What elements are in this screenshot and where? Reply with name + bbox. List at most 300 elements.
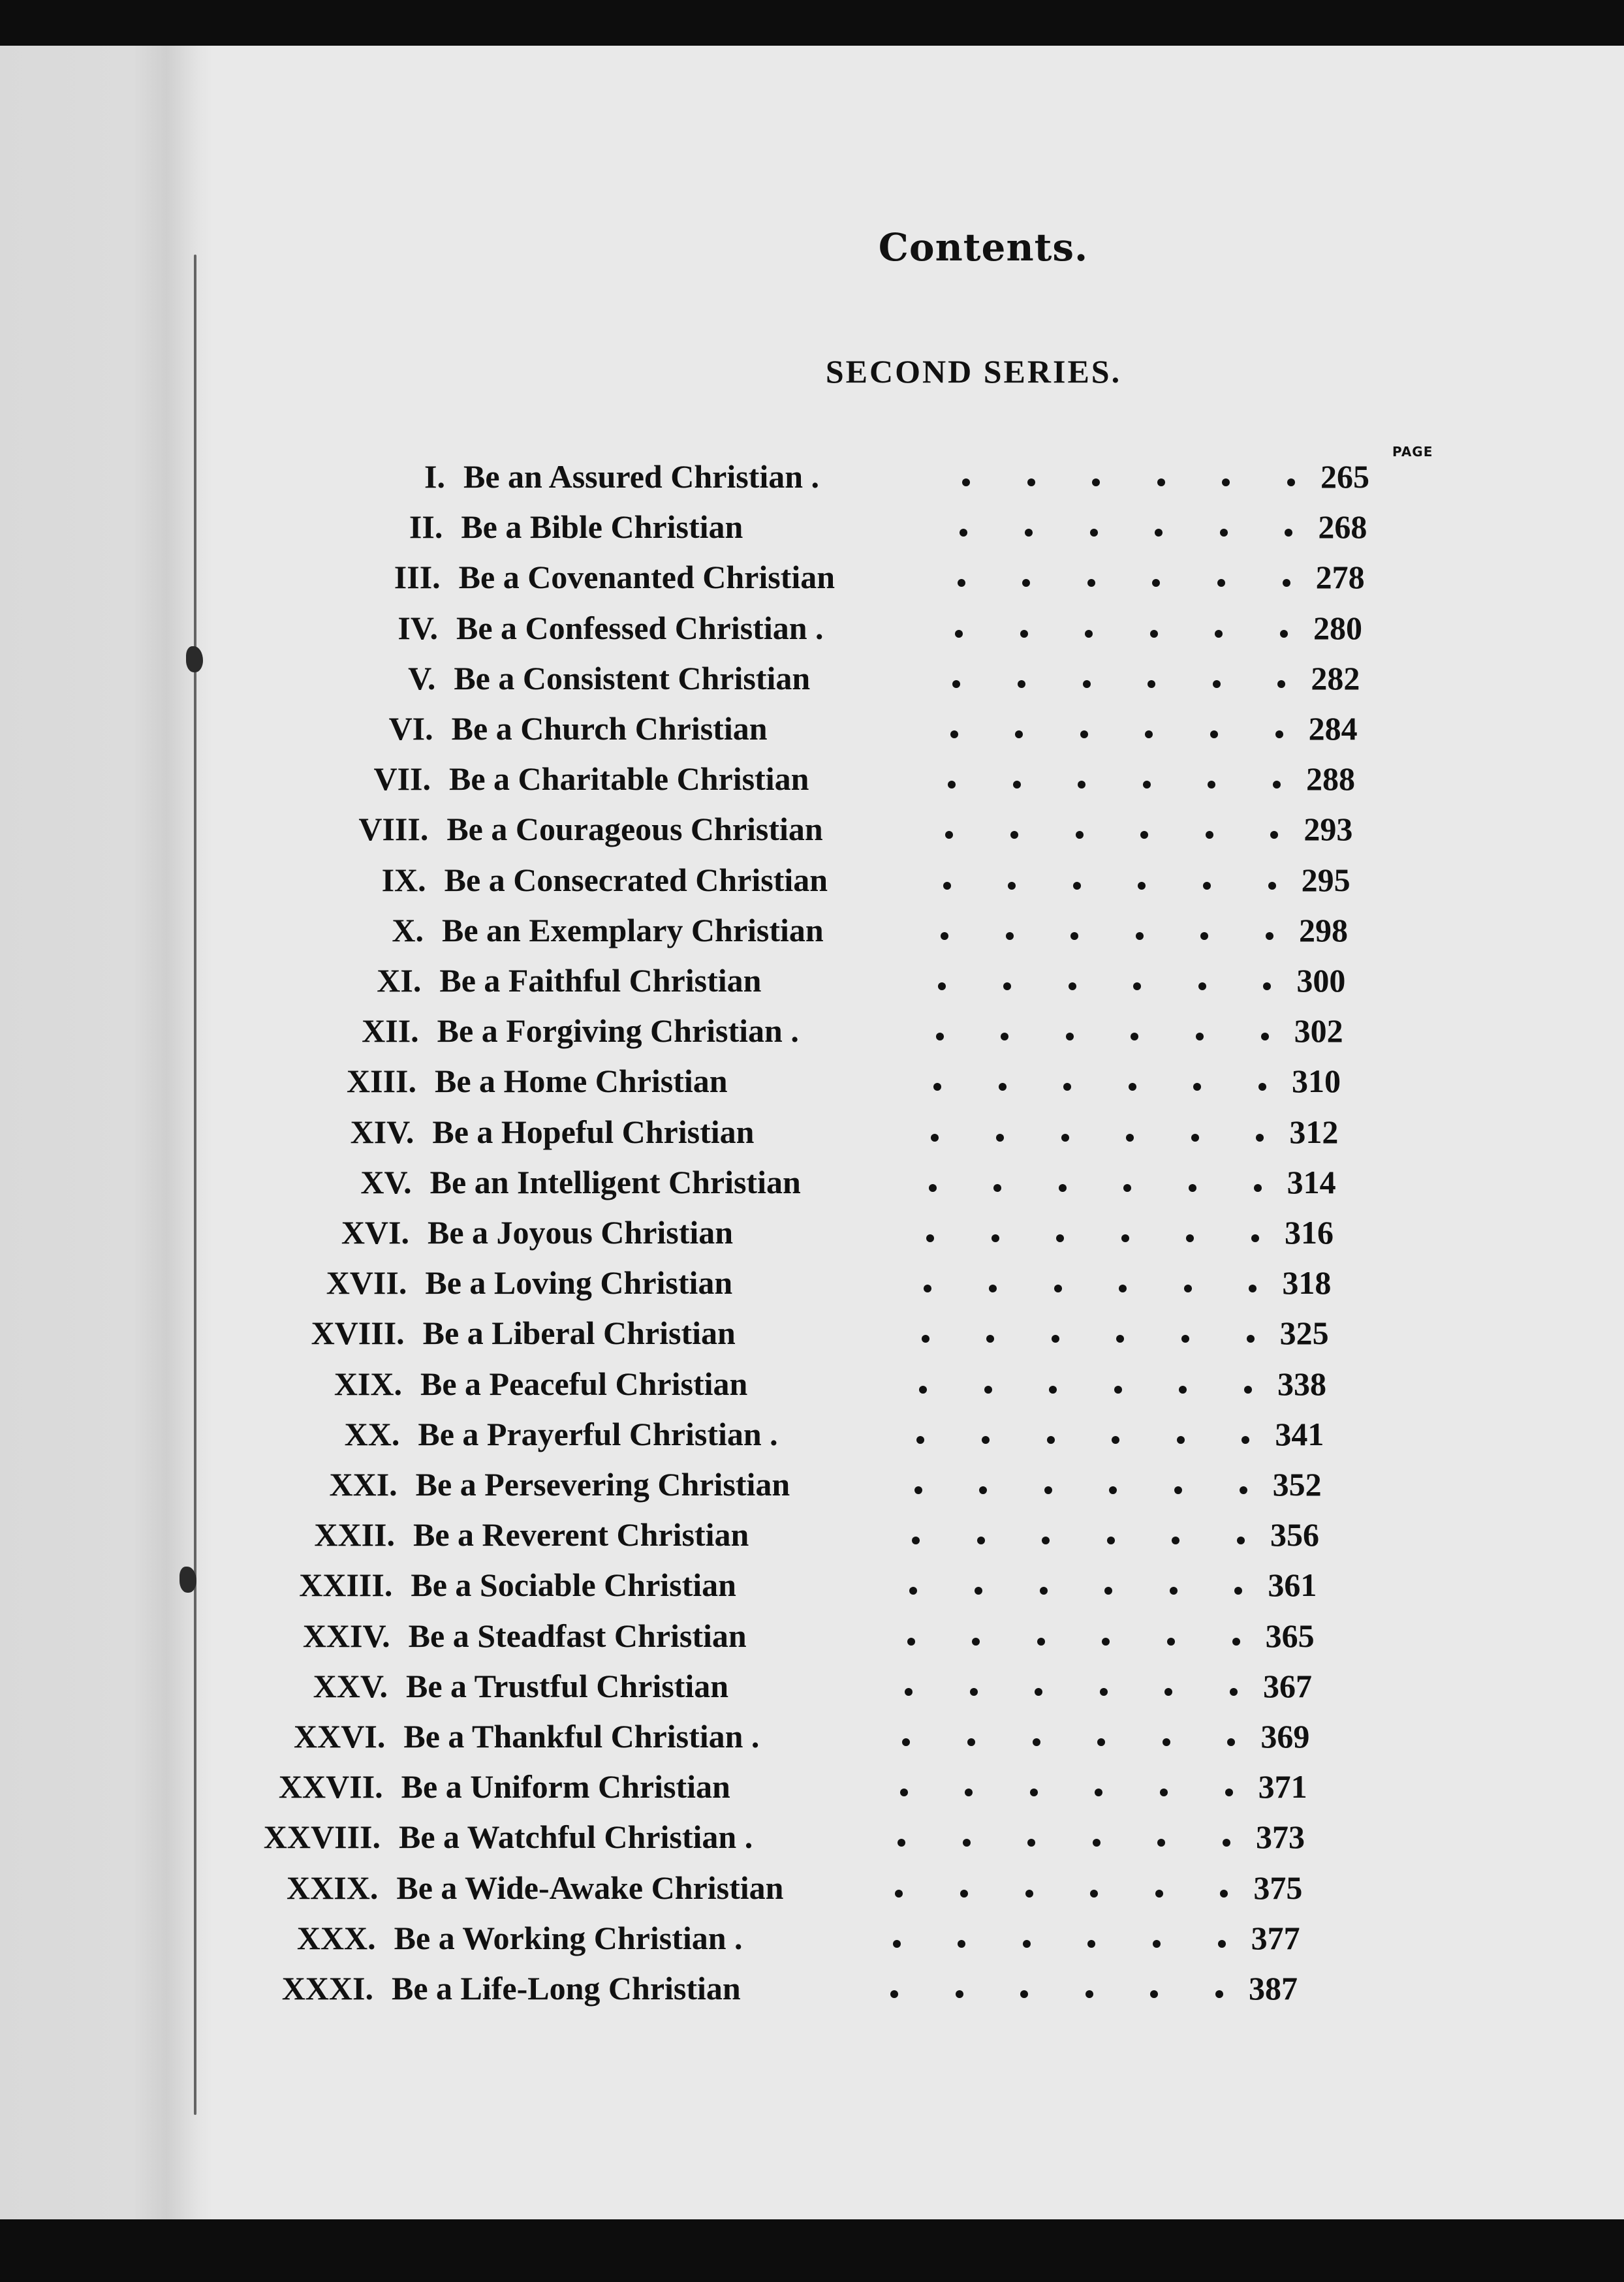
leader-dot [1054, 1285, 1062, 1292]
leader-dot [952, 680, 960, 688]
leader-dot [1208, 781, 1215, 789]
toc-entry [166, 1354, 1326, 1400]
leader-dot [1155, 1890, 1163, 1898]
leader-dot [975, 1587, 982, 1595]
leader-dot [1196, 1033, 1204, 1040]
chapter-title: Be a Liberal Christian [422, 1315, 736, 1352]
chapter-title: Be a Consecrated Christian [444, 861, 828, 898]
leader-dot [916, 1436, 924, 1444]
leader-dots [892, 1890, 1230, 1904]
leader-dot [909, 1587, 917, 1595]
leader-dot [922, 1335, 929, 1343]
page-number: 310 [1292, 1063, 1341, 1100]
chapter-title: Be a Peaceful Christian [420, 1365, 748, 1402]
leader-dot [1155, 529, 1163, 537]
leader-dot [1087, 1940, 1095, 1948]
leader-dots [928, 1134, 1266, 1148]
chapter-number: XIII. [347, 1063, 416, 1100]
leader-dots [924, 1234, 1262, 1249]
leader-dot [1090, 529, 1098, 537]
leader-dots [938, 932, 1276, 946]
leader-dot [945, 831, 953, 839]
leader-dot [1254, 1184, 1262, 1192]
chapter-number: V. [408, 659, 436, 696]
leader-dots [899, 1738, 1238, 1753]
toc-entry [189, 447, 1369, 493]
leader-dot [1240, 1486, 1247, 1494]
chapter-number: XXIII. [299, 1567, 393, 1604]
page-number: 369 [1260, 1718, 1310, 1755]
leader-dot [1131, 1033, 1138, 1040]
toc-entry [175, 749, 1355, 798]
leader-dot [1080, 730, 1088, 738]
book-page [166, 46, 1624, 2219]
leader-dots [888, 1990, 1226, 2005]
leader-dot [1273, 781, 1281, 789]
leader-dot [1015, 730, 1023, 738]
leader-dot [941, 932, 948, 940]
chapter-title: Be a Thankful Christian . [403, 1718, 760, 1755]
leader-dot [900, 1789, 908, 1796]
leader-dot [1008, 882, 1016, 890]
leader-dots [912, 1486, 1250, 1501]
leader-dot [1263, 982, 1271, 990]
leader-dot [1244, 1386, 1252, 1394]
chapter-title: Be a Life-Long Christian [392, 1970, 741, 2007]
toc-entry [166, 1757, 1307, 1803]
chapter-number: I. [424, 458, 445, 495]
page-number: 298 [1299, 911, 1348, 948]
chapter-number: III. [394, 559, 441, 596]
leader-dot [1268, 882, 1276, 890]
page-number: 361 [1268, 1567, 1317, 1604]
leader-dot [1085, 630, 1093, 638]
toc-entry [166, 1909, 1300, 1954]
chapter-number: XXI. [329, 1466, 398, 1503]
chapter-number: XXXI. [281, 1970, 373, 2007]
toc-entry [168, 901, 1348, 946]
page-number: 282 [1311, 659, 1360, 696]
leader-dot [1150, 630, 1158, 638]
chapter-title: Be a Wide-Awake Christian [396, 1869, 784, 1906]
leader-dot [1087, 579, 1095, 587]
toc-entry [166, 1405, 1324, 1450]
chapter-number: XIX. [334, 1365, 402, 1402]
page-number: 377 [1251, 1919, 1300, 1956]
page-number: 295 [1301, 861, 1351, 898]
leader-dot [1203, 882, 1211, 890]
chapter-title: Be a Reverent Christian [413, 1516, 749, 1554]
leader-dots [945, 781, 1283, 795]
page-number: 268 [1318, 508, 1367, 546]
chapter-title: Be a Faithful Christian [439, 962, 762, 999]
toc-entry [166, 1707, 1309, 1753]
leader-dot [1069, 982, 1076, 990]
leader-dot [970, 1688, 978, 1696]
leader-dot [972, 1638, 980, 1646]
leader-dot [1266, 932, 1273, 940]
leader-dots [955, 579, 1293, 593]
chapter-title: Be a Charitable Christian [449, 760, 809, 798]
toc-entry [170, 851, 1351, 896]
leader-dot [924, 1285, 931, 1292]
chapter-number: XXIX. [287, 1869, 379, 1906]
leader-dot [1095, 1789, 1102, 1796]
leader-dot [1152, 579, 1160, 587]
leader-dot [1191, 1134, 1199, 1142]
toc-entry [166, 951, 1345, 997]
leader-dot [1109, 1486, 1117, 1494]
toc-entry [185, 548, 1365, 596]
leader-dot [1070, 932, 1078, 940]
leader-dots [931, 1083, 1269, 1097]
leader-dot [902, 1738, 910, 1746]
leader-dot [1025, 529, 1033, 537]
chapter-title: Be a Uniform Christian [401, 1768, 730, 1805]
leader-dot [1061, 1134, 1069, 1142]
leader-dot [1157, 478, 1165, 486]
chapter-number: XIV. [350, 1113, 414, 1150]
leader-dot [1270, 831, 1278, 839]
table-of-contents [166, 46, 1624, 2219]
leader-dot [1033, 1738, 1040, 1746]
leader-dot [993, 1184, 1001, 1192]
leader-dot [1184, 1285, 1192, 1292]
page-number: 293 [1304, 811, 1353, 848]
leader-dot [1198, 982, 1206, 990]
leader-dot [1078, 781, 1085, 789]
leader-dots [921, 1285, 1259, 1299]
leader-dot [1179, 1386, 1187, 1394]
leader-dots [907, 1587, 1245, 1601]
leader-dot [912, 1537, 920, 1544]
leader-dot [1153, 1940, 1161, 1948]
chapter-number: II. [409, 508, 443, 546]
chapter-number: VI. [388, 710, 433, 747]
leader-dot [938, 982, 946, 990]
leader-dot [1280, 630, 1288, 638]
leader-dot [933, 1083, 941, 1091]
page-number: 365 [1265, 1617, 1315, 1654]
leader-dots [950, 680, 1288, 695]
chapter-title: Be a Home Christian [435, 1063, 728, 1100]
leader-dot [1218, 1940, 1226, 1948]
chapter-title: Be a Sociable Christian [411, 1567, 736, 1604]
leader-dot [1097, 1738, 1105, 1746]
leader-dot [948, 781, 956, 789]
toc-entry [166, 1555, 1317, 1604]
leader-dot [1222, 478, 1230, 486]
page-number: 316 [1285, 1214, 1334, 1251]
leader-dot [1059, 1184, 1067, 1192]
leader-dot [1189, 1184, 1196, 1192]
leader-dot [1090, 1890, 1098, 1898]
leader-dot [1119, 1285, 1127, 1292]
series-subtitle: SECOND SERIES. [825, 353, 1122, 390]
leader-dot [996, 1134, 1004, 1142]
page-number: 341 [1275, 1415, 1324, 1452]
leader-dot [956, 1990, 963, 1998]
toc-entry [166, 1606, 1315, 1652]
chapter-number: XV. [360, 1163, 412, 1200]
page-column-label: PAGE [1392, 444, 1433, 460]
leader-dot [999, 1083, 1007, 1091]
page-number: 356 [1270, 1516, 1319, 1554]
chapter-number: XXII. [314, 1516, 395, 1554]
leader-dot [1102, 1638, 1110, 1646]
chapter-title: Be a Consistent Christian [454, 659, 811, 696]
page-number: 314 [1287, 1163, 1336, 1200]
leader-dot [1145, 730, 1153, 738]
leader-dot [1052, 1335, 1059, 1343]
toc-entry [187, 497, 1367, 546]
leader-dot [931, 1134, 939, 1142]
leader-dot [1237, 1537, 1245, 1544]
chapter-title: Be a Forgiving Christian . [437, 1012, 799, 1050]
page-number: 338 [1277, 1365, 1326, 1402]
page-number: 288 [1306, 760, 1355, 798]
leader-dot [962, 478, 970, 486]
leader-dot [1121, 1234, 1129, 1242]
leader-dot [1215, 630, 1223, 638]
leader-dot [1174, 1486, 1182, 1494]
leader-dot [1258, 1083, 1266, 1091]
chapter-title: Be an Intelligent Christian [429, 1163, 801, 1200]
toc-entry [166, 1455, 1322, 1501]
leader-dot [1133, 982, 1141, 990]
leader-dot [1225, 1789, 1233, 1796]
leader-dot [1215, 1990, 1223, 1998]
leader-dot [1027, 1839, 1035, 1847]
leader-dot [890, 1990, 898, 1998]
leader-dot [1044, 1486, 1052, 1494]
leader-dot [1220, 1890, 1228, 1898]
chapter-number: XXVI. [294, 1718, 386, 1755]
leader-dot [1167, 1638, 1175, 1646]
page-number: 373 [1256, 1819, 1305, 1856]
leader-dots [933, 1033, 1272, 1047]
leader-dot [1025, 1890, 1033, 1898]
toc-entry [178, 699, 1358, 745]
leader-dots [914, 1436, 1252, 1450]
leader-dot [1073, 882, 1081, 890]
leader-dots [909, 1537, 1247, 1551]
leader-dot [986, 1335, 994, 1343]
page-number: 375 [1253, 1869, 1303, 1906]
leader-dot [1100, 1688, 1108, 1696]
leader-dot [1181, 1335, 1189, 1343]
leader-dot [1085, 1990, 1093, 1998]
chapter-number: XXIV. [302, 1617, 390, 1654]
leader-dot [1217, 579, 1225, 587]
chapter-title: Be a Covenanted Christian [458, 559, 835, 596]
book-fore-edge [0, 46, 166, 2219]
leader-dot [1232, 1638, 1240, 1646]
leader-dot [1283, 579, 1290, 587]
leader-dot [1206, 831, 1213, 839]
leader-dot [893, 1940, 901, 1948]
leader-dots [935, 982, 1273, 997]
leader-dot [1275, 730, 1283, 738]
leader-dot [907, 1638, 915, 1646]
leader-dot [1092, 478, 1100, 486]
chapter-title: Be a Watchful Christian . [399, 1819, 753, 1856]
chapter-number: XII. [362, 1012, 419, 1050]
chapter-title: Be a Courageous Christian [446, 811, 823, 848]
leader-dot [1018, 680, 1025, 688]
leader-dot [992, 1234, 999, 1242]
leader-dot [979, 1486, 987, 1494]
leader-dot [1261, 1033, 1269, 1040]
chapter-number: IV. [398, 609, 438, 646]
chapter-number: XVI. [341, 1214, 409, 1251]
leader-dot [1114, 1386, 1122, 1394]
leader-dots [898, 1789, 1236, 1803]
chapter-title: Be a Trustful Christian [406, 1667, 729, 1704]
chapter-title: Be a Prayerful Christian . [418, 1415, 778, 1452]
leader-dot [1035, 1688, 1042, 1696]
leader-dots [902, 1688, 1240, 1702]
leader-dot [1223, 1839, 1230, 1847]
chapter-number: XXX. [296, 1919, 376, 1956]
chapter-number: XI. [377, 962, 422, 999]
leader-dot [1213, 680, 1221, 688]
leader-dot [1020, 630, 1028, 638]
leader-dot [955, 630, 963, 638]
leader-dot [1285, 529, 1292, 537]
toc-entry [166, 1052, 1341, 1100]
leader-dots [916, 1386, 1255, 1400]
leader-dot [1200, 932, 1208, 940]
page-number: 318 [1282, 1264, 1332, 1302]
leader-dot [1164, 1688, 1172, 1696]
leader-dot [1163, 1738, 1170, 1746]
leader-dot [1047, 1436, 1055, 1444]
page-title: Contents. [878, 225, 1089, 270]
chapter-title: Be a Hopeful Christian [432, 1113, 755, 1150]
chapter-title: Be a Confessed Christian . [456, 609, 824, 646]
chapter-number: XXVIII. [263, 1819, 381, 1856]
leader-dot [1042, 1537, 1050, 1544]
leader-dot [960, 529, 967, 537]
toc-entry [166, 1203, 1334, 1249]
leader-dots [926, 1184, 1264, 1198]
leader-dot [1193, 1083, 1201, 1091]
leader-dot [965, 1789, 973, 1796]
toc-entry [166, 1657, 1312, 1702]
leader-dot [1136, 932, 1144, 940]
chapter-title: Be an Exemplary Christian [442, 911, 824, 948]
leader-dot [977, 1537, 985, 1544]
leader-dot [1210, 730, 1218, 738]
leader-dot [919, 1386, 927, 1394]
leader-dot [1116, 1335, 1124, 1343]
leader-dot [950, 730, 958, 738]
leader-dot [1227, 1738, 1235, 1746]
leader-dot [1170, 1587, 1178, 1595]
toc-entry [166, 1304, 1329, 1352]
toc-entry [166, 1807, 1305, 1856]
leader-dot [1010, 831, 1018, 839]
leader-dot [1220, 529, 1228, 537]
leader-dot [1186, 1234, 1194, 1242]
chapter-number: IX. [381, 861, 426, 898]
leader-dot [1287, 478, 1295, 486]
chapter-number: XX. [344, 1415, 400, 1452]
page-number: 367 [1263, 1667, 1312, 1704]
toc-entry [166, 1102, 1338, 1148]
leader-dot [989, 1285, 997, 1292]
leader-dot [984, 1386, 992, 1394]
leader-dot [960, 1890, 968, 1898]
leader-dot [1112, 1436, 1119, 1444]
leader-dot [1056, 1234, 1064, 1242]
leader-dot [1230, 1688, 1238, 1696]
leader-dot [1030, 1789, 1038, 1796]
leader-dot [914, 1486, 922, 1494]
toc-entry [166, 1153, 1336, 1198]
leader-dot [1083, 680, 1091, 688]
chapter-title: Be an Assured Christian . [463, 458, 820, 495]
leader-dot [1138, 882, 1146, 890]
leader-dot [1251, 1234, 1259, 1242]
leader-dot [1277, 680, 1285, 688]
leader-dot [967, 1738, 975, 1746]
leader-dots [948, 730, 1286, 745]
chapter-number: XVII. [326, 1264, 407, 1302]
toc-entry [166, 1858, 1302, 1904]
leader-dot [963, 1839, 971, 1847]
leader-dots [941, 882, 1279, 896]
leader-dot [1160, 1789, 1168, 1796]
leader-dot [1256, 1134, 1264, 1142]
chapter-number: X. [392, 911, 424, 948]
leader-dot [1249, 1285, 1257, 1292]
chapter-title: Be a Church Christian [451, 710, 768, 747]
leader-dots [960, 478, 1298, 493]
toc-entry [166, 1253, 1332, 1302]
page-number: 387 [1249, 1970, 1298, 2007]
leader-dots [895, 1839, 1233, 1853]
chapter-title: Be a Steadfast Christian [408, 1617, 747, 1654]
toc-entry [166, 1959, 1298, 2005]
leader-dot [1241, 1436, 1249, 1444]
leader-dot [1020, 1990, 1028, 1998]
leader-dot [1143, 781, 1151, 789]
toc-entry [166, 1505, 1319, 1554]
leader-dots [943, 831, 1281, 845]
leader-dot [898, 1839, 905, 1847]
leader-dots [890, 1940, 1228, 1954]
leader-dot [1177, 1436, 1185, 1444]
chapter-number: XVIII. [311, 1315, 405, 1352]
chapter-number: XXVII. [278, 1768, 383, 1805]
toc-entry [172, 800, 1353, 848]
page-number: 312 [1289, 1113, 1339, 1150]
leader-dot [1023, 1940, 1031, 1948]
leader-dot [1076, 831, 1084, 839]
leader-dot [1006, 932, 1014, 940]
leader-dot [926, 1234, 934, 1242]
leader-dot [1247, 1335, 1255, 1343]
page-number: 278 [1315, 559, 1365, 596]
leader-dots [952, 630, 1290, 644]
toc-entry [166, 1001, 1343, 1050]
leader-dot [958, 1940, 965, 1948]
leader-dot [1001, 1033, 1008, 1040]
page-number: 300 [1296, 962, 1346, 999]
chapter-title: Be a Working Christian . [394, 1919, 743, 1956]
